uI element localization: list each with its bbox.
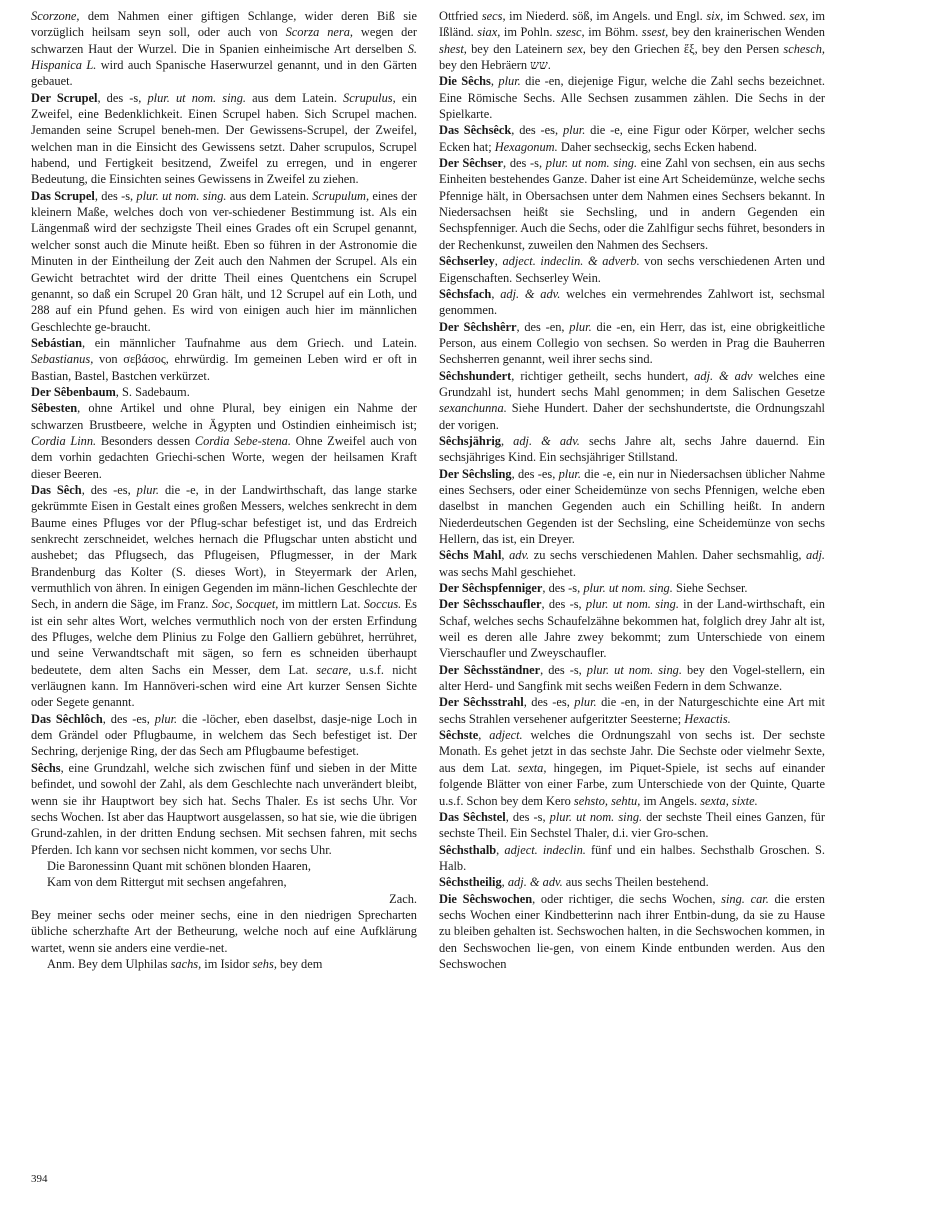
dictionary-entry — [31, 384, 417, 400]
italic-text: secs, — [481, 9, 506, 23]
dictionary-entry — [31, 188, 417, 335]
dictionary-entry — [31, 400, 417, 482]
body-text: im Schwed. — [723, 9, 790, 23]
body-text: im Böhm. — [584, 25, 642, 40]
body-text: , eine Grundzahl, welche sich zwischen fünf und sieben in der Mitte befindet, und sowohl der Zahl, als dem Geschlechte nach unverändert bleibt, wenn sie ihr Hauptwort bey sich hat. Sechs Thaler. Es ist sechs Uhr. Vor sechs Wochen. Ist aber das Hauptwort ausgelassen, so hat sie, wie die übrigen Grund-zahlen, in der dritten Endung sechsen. Mit sechsen fahren, mit sechs Pferden. Ich kann vor sechsen nicht kommen, vor sechs Uhr. — [31, 760, 417, 857]
body-text: , des -es, — [102, 711, 155, 726]
headword: Der Scrupel — [31, 90, 98, 105]
italic-text: plur. — [562, 123, 586, 138]
body-text: welches ein vermehrendes Zahlwort ist, sechsmal genommen. — [439, 286, 825, 318]
body-text: von σεβάσος, ehrwürdig. Im gemeinen Leben wird er oft in Bastian, Bastel, Bastchen verkürzet. — [31, 352, 417, 383]
headword: Der Sêchsschaufler — [439, 597, 542, 612]
body-text: von sechs verschiedenen Arten und Eigenschaften. Sechserley Wein. — [439, 254, 825, 285]
body-text: der sechste Theil eines Ganzen, für sechste Theil. Ein Sechstel Thaler, d.i. vier Gro-schen. — [439, 809, 825, 841]
body-text: , S. Sadebaum. — [115, 384, 190, 399]
body-text: , ein männlicher Taufnahme aus dem Griech. und Latein. — [81, 335, 417, 350]
paragraph: Bey meiner sechs oder meiner sechs, eine in den niedrigen Sprecharten übliche scherzhafte Art der Betheurung, welche noch auf eine Aufklärung wartet, wenn sie anders eine verdie-net. — [31, 907, 417, 955]
dictionary-entry — [31, 711, 417, 760]
italic-text: adj. & adv. — [513, 433, 580, 448]
body-text: , des -es, — [511, 123, 563, 138]
headword: Sêchshundert — [439, 368, 512, 383]
italic-text: adj. & adv — [694, 368, 753, 383]
italic-text: plur. ut nom. sing. — [583, 581, 673, 596]
headword: Sêchsjährig — [439, 433, 501, 448]
body-text: bey den Griechen ἕξ, bey den Persen — [585, 41, 784, 56]
dictionary-entry — [31, 482, 417, 711]
dictionary-entry — [439, 596, 825, 661]
body-text: die -e, eine Figur oder Körper, welcher sechs Ecken hat; — [439, 123, 826, 154]
body-text: die -löcher, eben daselbst, dasje-nige Loch in dem Grändel oder Pflugbaume, in welchem das Sech befestiget ist. Der Sechring, derjenige Ring, der das Sech am Pflugbaume befestiget. — [31, 711, 418, 759]
italic-text: sex, — [566, 41, 586, 56]
body-text: , des -s, — [503, 156, 546, 171]
dictionary-entry — [439, 662, 825, 695]
headword: Der Sêchsling — [439, 466, 512, 481]
dictionary-entry — [439, 727, 825, 809]
right-column — [439, 8, 825, 972]
italic-text: Soccus. — [363, 597, 402, 612]
headword: Sêchste — [439, 728, 479, 743]
italic-text: adv. — [509, 548, 530, 563]
left-column — [31, 8, 417, 972]
italic-text: shest, — [439, 41, 467, 56]
body-text: die ersten sechs Wochen einer Kindbetterinn nach ihrer Entbin-dung, da sie zu Hause zu bleiben gehalten ist. Sechswochen halten, in die Sechswochen kommen, in den Sechswochen lie-gen, von einem Kinde entbunden werden. Aus den Sechswochen — [439, 891, 825, 971]
annotation-paragraph — [31, 956, 417, 972]
headword: Das Sêchstel — [439, 809, 506, 824]
body-text: die -e, ein nur in Niedersachsen üblicher Nahme eines Sechsers, oder einer Scheidemünze von sechs Pfennigen, welche eben daselbst in manchen Gegenden auch ein Schilling heißt. In andern Niederdeutschen Gegenden ist der Sechsling, eine Scheidemünze von sechs Hellern, das ist, ein Dreyer. — [439, 466, 825, 546]
body-text: wegen der schwarzen Haut der Wurzel. Die in Spanien einheimische Art derselben — [31, 25, 418, 56]
italic-text: plur. ut nom. sing. — [586, 662, 682, 677]
italic-text: plur. ut nom. sing. — [545, 156, 638, 171]
body-text: ein Zweifel, eine Bedenklichkeit. Einen Scrupel haben. Sich Scrupel machen. Jemanden seine Scrupel beneh-men. Der Gewissens-Scrupel, der Zweifel, welchen man in die Einsicht des Gewissens setzt. Daher scrupulos, Scrupel habend, und Fertigkeit besitzend, Zweifel zu erregen, und in engerer Bedeutung, die Einsichten seines Gewissens in Zweifel zu ziehen. — [31, 90, 417, 187]
dictionary-entry — [439, 122, 825, 155]
body-text: , — [496, 842, 505, 857]
body-text: , des -s, — [541, 597, 586, 612]
body-text: im Pohln. — [500, 25, 557, 40]
headword: Das Sêchsêck — [439, 123, 512, 138]
dictionary-entry — [439, 466, 825, 548]
body-text: Siehe Hundert. Daher der sechshundertste, die Ordnungszahl der vorigen. — [439, 401, 825, 432]
headword: Der Sêbenbaum — [31, 384, 116, 399]
italic-text: Scrupulus, — [343, 90, 396, 105]
italic-text: sexta, sixte. — [700, 793, 758, 808]
dictionary-entry — [439, 547, 825, 580]
italic-text: sehsto, sehtu, — [573, 793, 641, 808]
body-text: eines der kleinern Maße, welches doch von ver-schiedener Bestimmung ist. Als ein Längenmaß wird der sechzigste Theil eines Grades oft ein Scrupel genannt, welcher sonst auch die Minute heißt. Eben so führen in der Astronomie die Minuten in der Eintheilung der Zeit auch den Nahmen der Scrupel. Als ein Gewicht betrachtet wird der dritte Theil eines Quentchens ein Scrupel genannt, so daß ein Scrupel 20 Gran hält, und 12 Scrupel auf ein Loth, und 288 auf ein Pfund gehen. Es wird von einigen auch hier im männlichen Geschlechte ge-braucht. — [31, 188, 417, 334]
body-text: aus dem Latein. — [246, 90, 344, 105]
body-text: , des -es, — [523, 695, 575, 710]
body-text: Es ist ein sehr altes Wort, welches vermuthlich noch von der ersten Erfindung des Pfluges, welche dem Plinius zu Folge den Galliern gebühret, herrühret, und seine Verwandtschaft mit sägen, so fern es schneiden überhaupt bedeutete, dem alten Sachs ein Messer, dem Lat. — [31, 597, 417, 677]
body-text: , — [491, 286, 501, 301]
italic-text: plur. — [558, 466, 581, 481]
italic-text: sehs, — [252, 956, 277, 971]
italic-text: Cordia Linn. — [31, 433, 97, 448]
headword: Das Sêchlôch — [31, 711, 103, 726]
body-text: aus sechs Theilen bestehend. — [562, 875, 709, 890]
dictionary-entry — [439, 580, 825, 596]
italic-text: plur. — [154, 711, 178, 726]
headword: Der Sêchspfenniger — [439, 581, 543, 596]
verse-attribution: Zach. — [389, 891, 417, 906]
italic-text: plur. ut nom. sing. — [585, 597, 679, 612]
italic-text: plur. ut nom. sing. — [136, 188, 227, 203]
italic-text: six, — [706, 9, 724, 23]
italic-text: plur. — [569, 319, 592, 334]
body-text: , — [478, 728, 490, 743]
italic-text: schesch, — [783, 41, 826, 56]
body-text: welches eine Grundzahl ist, hundert sechs Mahl genommen; in dem Salischen Gesetze — [439, 368, 825, 399]
body-text: , — [500, 433, 514, 448]
body-text: die -en, diejenige Figur, welche die Zahl sechs bezeichnet. Eine Römische Sechs. Alle Sechsen zusammen zählen. Die Sechs in der Spielkarte. — [439, 74, 825, 122]
body-text: bey den Vogel-stellern, ein alter Herd- und Sangfink mit sechs weißen Federn in dem Schwanze. — [439, 662, 825, 694]
italic-text: sexta, — [517, 760, 547, 775]
headword: Der Sêchshêrr — [439, 319, 517, 334]
body-text: eine Zahl von sechsen, ein aus sechs Einheiten bestehendes Ganze. Daher ist eine Art Scheidemünze, welche sechs Pfennige hält, in Obersachsen unter dem Nahmen eines Sechsers bekannt. In Niedersachsen heißt sie Sechsling, und in andern Gegenden ein Sechspfenniger. Auch die Sechs, oder die Zahlfigur sechs führet, besonders in der Rechenkunst, zuweilen den Nahmen des Sechsers. — [439, 156, 825, 252]
dictionary-entry — [439, 286, 825, 319]
body-text: , des -s, — [542, 581, 584, 596]
dictionary-entry — [31, 335, 417, 384]
headword: Sêchsfach — [439, 286, 492, 301]
body-text: , richtiger getheilt, sechs hundert, — [511, 368, 695, 383]
body-text: , oder richtiger, die sechs Wochen, — [532, 891, 722, 906]
italic-text: adj. & adv. — [507, 875, 563, 890]
body-text: Ohne Zweifel auch von dem vorhin gedachten Griechi-schen Worte, wegen der heilsamen Kraft dieser Beeren. — [31, 433, 417, 481]
body-text: im mittlern Lat. — [278, 597, 364, 612]
body-text: Siehe Sechser. — [672, 581, 748, 596]
body-text: welches die Ordnungszahl von sechs ist. Der sechste Monath. Es gehet jetzt in das sechste Jahr. Die Sechste oder vielmehr Sexte, aus dem Lat. — [439, 728, 826, 775]
body-text: wird auch Spanische Haserwurzel genannt, und in den Gärten gebauet. — [31, 58, 417, 89]
body-text: , des -s, — [505, 809, 550, 824]
italic-text: sex, — [789, 9, 809, 23]
italic-text: Scorzone, — [31, 9, 80, 23]
headword: Der Sêchsständner — [439, 662, 541, 677]
body-text: aus dem Latein. — [226, 188, 313, 203]
italic-text: ssest, — [641, 25, 669, 40]
body-text: u.s.f. nicht verläugnen kann. Im Hannöveri-schen wird eine Art kurzer Sensen Sichte oder Segete genannt. — [31, 662, 417, 710]
dictionary-entry — [439, 433, 825, 466]
dictionary-entry — [439, 694, 825, 727]
body-text: die -en, ein Herr, das ist, eine obrigkeitliche Person, aus einem Collegio von sechsen. So werden in Prag die Bauherren Sechsherren genannt, weil ihrer sechs sind. — [439, 319, 825, 367]
body-text: in der Land-wirthschaft, ein Schaf, welches sechs Schaufelzähne bekommen hat, folglich drey Jahr alt ist, weil es deren alle Jahre zwey bekommt; zum Unterschiede von einem Vierschaufler und Zweyschaufler. — [439, 597, 825, 661]
verse-line: Kam von dem Rittergut mit sechsen angefahren, — [47, 875, 287, 890]
headword: Der Sêchser — [439, 156, 504, 171]
headword: Sêchsthalb — [439, 842, 497, 857]
body-text: bey dem — [276, 956, 323, 971]
italic-text: sexanchunna. — [439, 401, 507, 416]
headword: Sêchs Mahl — [439, 548, 502, 563]
body-text: Daher sechseckig, sechs Ecken habend. — [557, 139, 757, 154]
italic-text: adject. indeclin. & adverb. — [502, 254, 640, 269]
italic-text: adject. indeclin. — [504, 842, 586, 857]
body-text: sechs Jahre alt, sechs Jahre dauernd. Ein sechsjähriges Kind. Ein sechsjähriger Stillstand. — [439, 433, 825, 465]
italic-text: Soc, Socquet, — [211, 597, 279, 612]
body-text: , des -s, — [97, 90, 148, 105]
body-text: Anm. Bey dem Ulphilas — [47, 956, 171, 971]
dictionary-entry — [439, 73, 825, 122]
headword: Sêbesten — [31, 401, 78, 416]
body-text: was sechs Mahl geschiehet. — [439, 564, 576, 579]
italic-text: Scrupulum, — [312, 188, 370, 203]
italic-text: S. Hispanica L. — [31, 41, 417, 73]
body-text: die -en, in der Naturgeschichte eine Art mit sechs Strahlen versehener aufgeritzter Seesterne; — [439, 695, 825, 726]
headword: Das Scrupel — [31, 188, 95, 203]
italic-text: adject. — [489, 728, 523, 743]
body-text: fünf und ein halbes. Sechsthalb Groschen. S. Halb. — [439, 842, 826, 873]
italic-text: Hexactis. — [684, 711, 731, 726]
italic-text: Sebastianus, — [31, 352, 94, 367]
body-text: im Ißländ. — [439, 9, 825, 40]
body-text: im Angels. — [640, 793, 701, 808]
italic-text: szesc, — [556, 25, 585, 40]
body-text: , des -en, — [516, 319, 570, 334]
body-text: , des -es, — [81, 482, 137, 497]
italic-text: secare, — [316, 662, 352, 677]
italic-text: plur. ut nom. sing. — [549, 809, 643, 824]
dictionary-entry — [439, 842, 825, 875]
body-text: , des -s, — [540, 662, 587, 677]
headword: Sêchstheilig — [439, 875, 502, 890]
italic-text: adj. — [806, 548, 825, 563]
body-text: , — [501, 548, 510, 563]
body-text: , — [490, 74, 499, 89]
italic-text: siax, — [477, 25, 501, 40]
body-text: im Isidor — [201, 956, 253, 971]
italic-text: Hexagonum. — [494, 139, 558, 154]
headword: Die Sêchswochen — [439, 891, 533, 906]
italic-text: sachs, — [170, 956, 202, 971]
verse-line: Die Baronessinn Quant mit schönen blonden Haaren, — [47, 858, 311, 873]
body-text: , des -es, — [511, 466, 559, 481]
italic-text: plur. ut nom. sing. — [147, 90, 246, 105]
dictionary-entry — [439, 891, 825, 973]
dictionary-entry — [31, 760, 417, 858]
italic-text: sing. car. — [721, 891, 769, 906]
headword: Der Sêchsstrahl — [439, 695, 524, 710]
body-text: , — [494, 254, 503, 269]
dictionary-entry — [439, 368, 825, 433]
body-text: hingegen, im Piquet-Spiele, ist sechs auf einander folgende Blätter von einer Farbe, zum Unterschiede von der Quinte, Quarte u.s.f. Schon bey dem Kero — [439, 760, 825, 808]
body-text: bey den krainerischen Wenden — [668, 25, 825, 40]
body-text: , ohne Artikel und ohne Plural, bey einigen ein Nahme der schwarzen Brustbeere, welche in Ägypten und Ostindien einheimisch ist; — [31, 401, 417, 432]
body-text: zu sechs verschiedenen Mahlen. Daher sechsmahlig, — [529, 548, 807, 563]
dictionary-entry — [439, 874, 825, 890]
italic-text: Scorza nera, — [285, 25, 354, 40]
italic-text: Cordia Sebe-stena. — [194, 433, 291, 448]
body-text: bey den Hebräern שש. — [439, 58, 551, 73]
headword: Sêchserley — [439, 254, 495, 269]
headword: Die Sêchs — [439, 74, 491, 89]
dictionary-entry — [439, 253, 825, 286]
dictionary-entry — [439, 8, 825, 73]
italic-text: plur. — [498, 74, 521, 89]
dictionary-entry — [439, 155, 825, 253]
body-text: die -e, in der Landwirthschaft, das lange starke gekrümmte Eisen in Gestalt eines großen Messers, welches senkrecht in dem Baume eines Pfluges vor der Pflug-schar befestiget ist, und das Erdreich senkrecht zerschneidet, welches hernach die Pflugschar unten absticht und aushebet; das Pflugsech, das Pflugeisen, Pflugmesser, in der Mark Brandenburg das Kolter (S. dieses Wort), in Steyermark der Arlen, vermuthlich von ähren. In einigen Gegenden im männ-lichen Geschlechte der Sech, in andern die Säge, im Franz. — [31, 482, 417, 612]
italic-text: adj. & adv. — [500, 286, 561, 301]
body-text: bey den Lateinern — [466, 41, 567, 56]
body-text: dem Nahmen einer giftigen Schlange, wider deren Biß sie vorzüglich heilsam seyn soll, oder auch von — [31, 9, 417, 40]
body-text: Ottfried — [439, 9, 482, 23]
page-number: 394 — [31, 1173, 48, 1185]
body-text: , des -s, — [94, 188, 137, 203]
headword: Sebástian — [31, 335, 82, 350]
dictionary-entry — [439, 809, 825, 842]
italic-text: plur. — [574, 695, 597, 710]
dictionary-entry — [31, 90, 417, 188]
headword: Sêchs — [31, 760, 61, 775]
body-text: , — [501, 875, 508, 890]
body-text: Besonders dessen — [96, 433, 195, 448]
body-text: im Niederd. söß, im Angels. und Engl. — [505, 9, 707, 23]
italic-text: plur. — [136, 482, 160, 497]
headword: Das Sêch — [31, 482, 82, 497]
dictionary-entry — [31, 8, 417, 90]
dictionary-entry — [439, 319, 825, 368]
